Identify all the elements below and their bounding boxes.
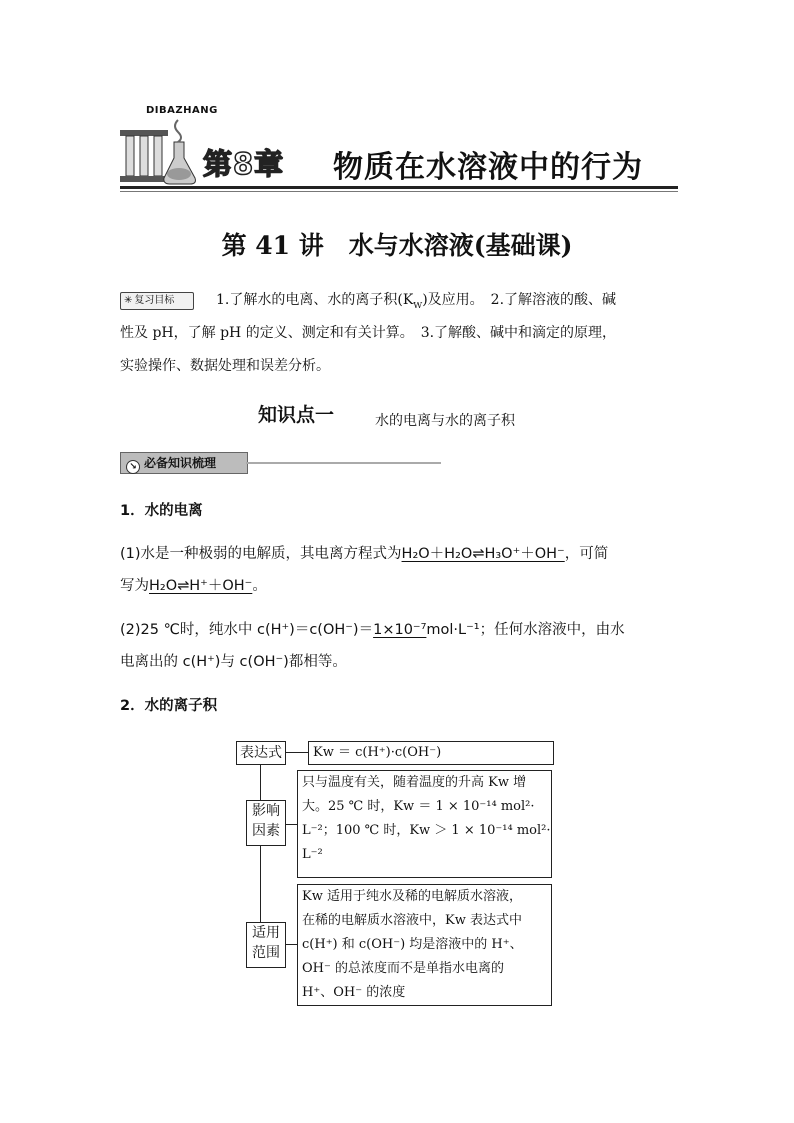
paragraph-1-line-1: (1)水是一种极弱的电解质，其电离方程式为H₂O＋H₂O⇌H₃O⁺＋OH⁻，可简 [120,546,609,562]
objective-line-1: 1.了解水的电离、水的离子积$(K_W)$及应用。 2.了解溶液的酸、碱 [216,292,617,311]
snowflake-icon: ✳ [124,295,133,306]
knowledge-point-title: 水的电离与水的离子积 [375,413,515,429]
arrow-circle-icon: ↘ [126,460,140,474]
connector-influence [286,824,297,825]
expression-label-box: 表达式 [236,741,286,765]
section-tag-label: 必备知识梳理 [144,456,217,470]
objective-line-2: 性及 pH，了解 pH 的定义、测定和有关计算。 3.了解酸、碱中和滴定的原理， [120,325,617,341]
ion-product-diagram [236,738,556,1008]
chapter-roman-label: DIBAZHANG [146,105,218,116]
chapter-title: 物质在水溶液中的行为 [333,150,643,185]
ion-concentration-value: 1×10⁻⁷ [373,622,427,638]
chapter-badge: 第8章 [203,147,285,181]
scope-line-5: H⁺、OH⁻ 的浓度 [302,985,406,1000]
connector-scope [286,944,297,945]
influence-line-4: L⁻² [302,847,323,862]
objective-line-3: 实验操作、数据处理和误差分析。 [120,358,330,374]
header-divider [120,186,678,189]
scope-line-1: Kw 适用于纯水及稀的电解质水溶液， [302,889,522,904]
scope-label-box: 适用 范围 [246,922,286,968]
influence-line-3: L⁻²；100 ℃ 时，Kw ＞ 1 × 10⁻¹⁴ mol²· [302,823,551,838]
connector-trunk [260,764,261,940]
paragraph-2-line-2: 电离出的 c(H⁺)与 c(OH⁻)都相等。 [120,654,347,670]
review-objective-tag [120,292,194,310]
influence-content-box [297,770,552,878]
expression-text: Kw ＝ c(H⁺)·c(OH⁻) [313,745,442,760]
scope-line-4: OH⁻ 的总浓度而不是单指水电离的 [302,961,504,976]
section-heading-ion-product: 2．水的离子积 [120,698,218,714]
scope-line-2: 在稀的电解质水溶液中，Kw 表达式中 [302,913,522,928]
expression-content-box [308,741,554,765]
review-objective-label: 复习目标 [134,295,175,306]
ionization-equation: H₂O＋H₂O⇌H₃O⁺＋OH⁻ [401,546,565,562]
influence-line-2: 大。25 ℃ 时，Kw ＝ 1 × 10⁻¹⁴ mol²· [302,799,535,814]
chemistry-flask-icon [120,112,200,190]
section-tag [120,452,248,474]
influence-label-box: 影响 因素 [246,800,286,846]
header-divider-thin [120,191,678,192]
knowledge-point-label: 知识点一 [258,404,335,426]
scope-line-3: c(H⁺) 和 c(OH⁻) 均是溶液中的 H⁺、 [302,937,523,952]
section-heading-water-ionization: 1．水的电离 [120,503,203,519]
short-ionization-equation: H₂O⇌H⁺＋OH⁻ [149,578,253,594]
paragraph-2-line-1: (2)25 ℃时，纯水中 c(H⁺)＝c(OH⁻)＝1×10⁻⁷mol·L⁻¹；任何水溶液中，由水 [120,622,625,638]
influence-line-1: 只与温度有关，随着温度的升高 Kw 增 [302,775,527,790]
section-divider [246,462,441,464]
lecture-title: 第 41 讲 水与水溶液(基础课) [221,231,573,260]
scope-content-box [297,884,552,1006]
connector-expr [286,752,308,753]
paragraph-1-line-2: 写为H₂O⇌H⁺＋OH⁻。 [120,578,267,594]
